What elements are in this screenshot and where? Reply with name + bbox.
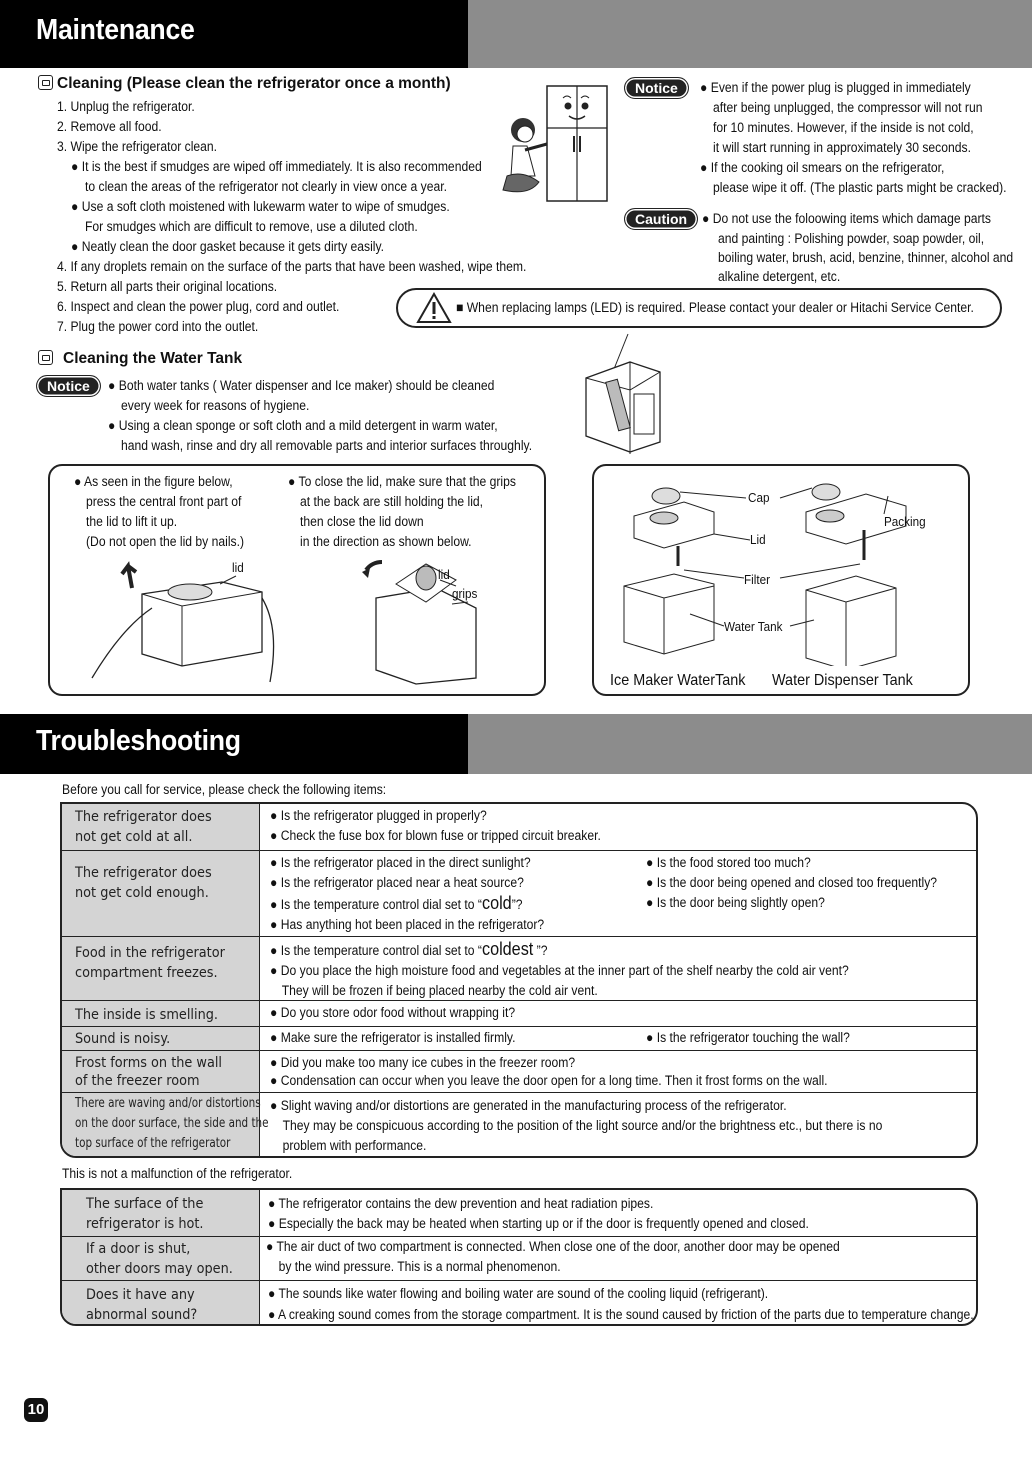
table-row: The refrigerator does not get cold enough. ● Is the refrigerator placed in the direct sunlight? ● Is the refrigerator placed near a heat source? ● Is the temperature control dial set to “cold”? ● Has anything hot been placed in the refrigerator? ● Is the food stored too much? ● Is the door being opened and closed too frequently? ● Is the door being slightly open? — [62, 850, 976, 936]
filter-label: Filter — [744, 572, 771, 587]
table-row: Frost forms on the wall of the freezer room ● Did you make too many ice cubes in the freezer room? ● Condensation can occur when you leave the door open for a long time. Then it frost forms on the wall. — [62, 1050, 976, 1092]
packing-label: Packing — [884, 514, 926, 529]
water-tank-illustration — [578, 330, 678, 460]
step: 6. Inspect and clean the power plug, cord and outlet. — [57, 299, 340, 314]
step: ● Neatly clean the door gasket because it gets dirty easily. — [71, 239, 385, 254]
table-row: Sound is noisy. ● Make sure the refrigerator is installed firmly. ● Is the refrigerator touching the wall? — [62, 1026, 976, 1050]
step: 1. Unplug the refrigerator. — [57, 99, 195, 114]
table-row: The surface of the refrigerator is hot. ● The refrigerator contains the dew prevention and heat radiation pipes. ● Especially the back may be heated when starting up or if the door is frequently opened and closed. — [62, 1190, 976, 1236]
close-lid-text: ● To close the lid, make sure that the grips at the back are still holding the lid, then close the lid down in the direction as shown below. — [288, 474, 516, 549]
table-row: Does it have any abnormal sound? ● The sounds like water flowing and boiling water are sound of the cooling liquid (refrigerant). ● A creaking sound comes from the storage compartment. It is the sound caused by friction of the parts due to temperature change. — [62, 1280, 976, 1326]
maintenance-header — [0, 0, 1032, 68]
table-row: There are waving and/or distortions on the door surface, the side and the top surface of the refrigerator ● Slight waving and/or distortions are generated in the manufacturing process of the refrigerator. They may be conspicuous according to the position of the light source and/or the brightness etc., but there is no problem with performance. — [62, 1092, 976, 1158]
step: 2. Remove all food. — [57, 119, 162, 134]
troubleshooting-header — [0, 714, 1032, 774]
tank-parts-box — [592, 464, 970, 696]
warning-triangle-icon — [416, 292, 452, 324]
fridge-cleaning-illustration — [495, 80, 620, 210]
table-row: The refrigerator does not get cold at all. ● Is the refrigerator plugged in properly? ● Check the fuse box for blown fuse or tripped circuit breaker. — [62, 804, 976, 850]
step: to clean the areas of the refrigerator not clearly in view once a year. — [85, 179, 447, 194]
step: For smudges which are difficult to remove, use a diluted cloth. — [85, 219, 418, 234]
lamp-warning-box — [396, 288, 1002, 328]
table-row: The inside is smelling. ● Do you store odor food without wrapping it? — [62, 1000, 976, 1026]
caution-badge: Caution — [624, 208, 698, 230]
troubleshooting-intro: Before you call for service, please check the following items: — [62, 782, 387, 797]
step: ● Use a soft cloth moistened with lukewarm water to wipe of smudges. — [71, 199, 450, 214]
troubleshooting-title: Troubleshooting — [36, 725, 241, 757]
lamp-warning-text: ■ When replacing lamps (LED) is required. Please contact your dealer or Hitachi Service Center. — [456, 300, 974, 315]
cap-label: Cap — [748, 490, 770, 505]
cleaning-title: Cleaning (Please clean the refrigerator once a month) — [38, 75, 451, 93]
step: 4. If any droplets remain on the surface of the parts that have been washed, wipe them. — [57, 259, 527, 274]
caution-text: ● Do not use the foloowing items which damage parts and painting : Polishing powder, soap powder, oil, boiling water, brush, acid, benzine, thinner, alcohol and alkaline detergent, etc. — [702, 211, 1014, 284]
table-row: If a door is shut, other doors may open. ● The air duct of two compartment is connected. When close one of the door, another door may be opened by the wind pressure. This is a normal phenomenon. — [62, 1236, 976, 1280]
step: 3. Wipe the refrigerator clean. — [57, 139, 218, 154]
checkbox-icon — [38, 350, 53, 365]
table-row: Food in the refrigerator compartment freezes. ● Is the temperature control dial set to “coldest ”? ● Do you place the high moisture food and vegetables at the inner part of the shelf nearby the cold air vent? They will be frozen if being placed nearby the cold air vent. — [62, 936, 976, 1000]
ice-maker-tank-label: Ice Maker WaterTank — [610, 672, 746, 689]
open-lid-text: ● As seen in the figure below, press the central front part of the lid to lift it up. (Do not open the lid by nails.) — [74, 474, 245, 549]
tank-notice-text: ● Both water tanks ( Water dispenser and Ice maker) should be cleaned every week for reasons of hygiene. ● Using a clean sponge or soft cloth and a mild detergent in warm water, hand wash, rinse and dry all removable parts and interior surfaces throughly. — [108, 378, 533, 453]
tank-parts-diagram — [594, 466, 968, 666]
lid-instructions-box — [48, 464, 546, 696]
grips-label: grips — [452, 586, 478, 601]
cold-word: cold — [481, 893, 512, 913]
normal-phenomena-table — [60, 1188, 978, 1326]
open-lid-figure — [86, 558, 286, 688]
maintenance-title: Maintenance — [36, 14, 195, 46]
notice-badge: Notice — [624, 77, 689, 99]
water-tank-title: Cleaning the Water Tank — [38, 350, 242, 368]
lid-label: lid — [232, 560, 244, 575]
lid-part-label: Lid — [750, 532, 766, 547]
lid-label: lid — [438, 567, 450, 582]
troubleshooting-table — [60, 802, 978, 1158]
tank-notice-badge: Notice — [36, 375, 101, 397]
water-tank-label: Water Tank — [724, 619, 783, 634]
dispenser-tank-label: Water Dispenser Tank — [772, 672, 913, 689]
coldest-word: coldest — [481, 939, 534, 959]
notice-text: ● Even if the power plug is plugged in immediately after being unplugged, the compressor will not run for 10 minutes. However, if the inside is not cold, it will start running in approximately 30 seconds. ● If the cooking oil smears on the refrigerator, please wipe it off. (The plastic parts might be cracked). — [700, 80, 1007, 195]
checkbox-icon — [38, 75, 53, 90]
step: ● It is the best if smudges are wiped off immediately. It is also recommended — [71, 159, 482, 174]
not-malfunction-heading: This is not a malfunction of the refrigerator. — [62, 1166, 293, 1181]
step: 7. Plug the power cord into the outlet. — [57, 319, 259, 334]
close-lid-figure — [356, 558, 506, 688]
page-number: 10 — [24, 1398, 48, 1422]
step: 5. Return all parts their original locations. — [57, 279, 278, 294]
